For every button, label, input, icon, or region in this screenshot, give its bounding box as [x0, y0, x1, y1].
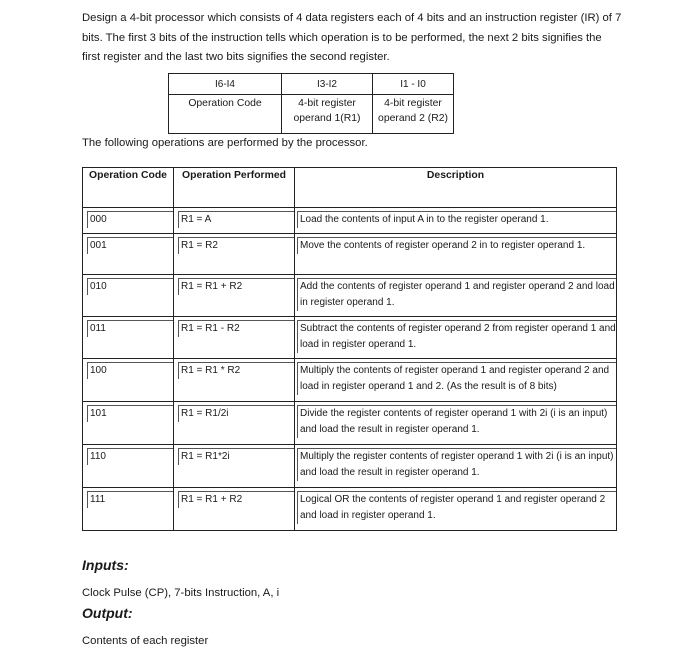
description-cell [295, 488, 617, 531]
description-cell-text: Multiply the contents of register operand 1 and register operand 2 and load in register operand 1 and 2. (As the result is of 8 bits) [297, 362, 616, 395]
operation-code-cell-text: 101 [87, 405, 173, 422]
operation-performed-cell [174, 317, 295, 359]
inputs-text: Clock Pulse (CP), 7-bits Instruction, A, i [82, 587, 280, 599]
table-row [83, 317, 617, 359]
description-cell [295, 317, 617, 359]
table-row [83, 359, 617, 402]
header-operation-code: Operation Code [83, 168, 174, 208]
operation-code-cell-text: 000 [87, 211, 173, 228]
operation-performed-cell-text: R1 = R1 - R2 [178, 320, 294, 337]
operation-code-cell-text: 010 [87, 278, 173, 295]
ir-bits-r2: I1 - I0 [373, 74, 454, 95]
operation-performed-cell-text: R1 = A [178, 211, 294, 228]
operation-code-cell-text: 100 [87, 362, 173, 379]
description-cell-text: Move the contents of register operand 2 in to register operand 1. [297, 237, 616, 254]
description-cell-text: Subtract the contents of register operand 2 from register operand 1 and load in register operand 1. [297, 320, 616, 353]
table-row [83, 234, 617, 275]
table-row [83, 208, 617, 234]
description-cell [295, 234, 617, 275]
description-cell-text: Add the contents of register operand 1 and register operand 2 and load in register operand 1. [297, 278, 616, 311]
operation-code-cell-text: 111 [87, 491, 173, 508]
operation-performed-cell [174, 275, 295, 317]
problem-statement: Design a 4-bit processor which consists of 4 data registers each of 4 bits and an instruction register (IR) of 7 bits. The first 3 bits of the instruction tells which operation is to be performed, the next 2 bits signifies the first register and the last two bits signifies the second register. [82, 12, 622, 63]
operation-performed-cell [174, 234, 295, 275]
operation-performed-cell-text: R1 = R2 [178, 237, 294, 254]
description-cell [295, 359, 617, 402]
operation-performed-cell [174, 208, 295, 234]
ir-label-opcode: Operation Code [169, 95, 282, 134]
ir-label-r2: 4-bit register operand 2 (R2) [373, 95, 454, 134]
table-row [83, 402, 617, 445]
table-row [83, 488, 617, 531]
operation-code-cell-text: 110 [87, 448, 173, 465]
operation-performed-cell [174, 445, 295, 488]
operation-code-cell [83, 208, 174, 234]
operation-performed-cell-text: R1 = R1 + R2 [178, 491, 294, 508]
operation-code-cell [83, 275, 174, 317]
operation-code-cell [83, 488, 174, 531]
instruction-format-table [168, 73, 454, 134]
operation-code-cell [83, 317, 174, 359]
operation-performed-cell [174, 488, 295, 531]
output-heading: Output: [82, 605, 133, 621]
description-cell-text: Divide the register contents of register operand 1 with 2i (i is an input) and load the result in register operand 1. [297, 405, 616, 438]
description-cell [295, 275, 617, 317]
description-cell-text: Load the contents of input A in to the register operand 1. [297, 211, 616, 228]
description-cell-text: Logical OR the contents of register operand 1 and register operand 2 and load in register operand 1. [297, 491, 616, 524]
header-operation-performed: Operation Performed [174, 168, 295, 208]
operations-lead-text: The following operations are performed by the processor. [82, 137, 368, 149]
operations-table-body [83, 208, 617, 531]
description-cell [295, 402, 617, 445]
operation-code-cell [83, 402, 174, 445]
operation-performed-cell-text: R1 = R1 + R2 [178, 278, 294, 295]
operation-code-cell [83, 445, 174, 488]
ir-bits-opcode: I6-I4 [169, 74, 282, 95]
operation-code-cell [83, 234, 174, 275]
ir-label-r1: 4-bit register operand 1(R1) [282, 95, 373, 134]
description-cell [295, 445, 617, 488]
header-description: Description [295, 168, 617, 208]
operation-code-cell [83, 359, 174, 402]
output-text: Contents of each register [82, 635, 209, 647]
description-cell [295, 208, 617, 234]
description-cell-text: Multiply the register contents of register operand 1 with 2i (i is an input) and load the result in register operand 1. [297, 448, 616, 481]
inputs-heading: Inputs: [82, 557, 129, 573]
operation-code-cell-text: 001 [87, 237, 173, 254]
operation-performed-cell [174, 402, 295, 445]
operation-performed-cell-text: R1 = R1*2i [178, 448, 294, 465]
operations-table [82, 167, 617, 531]
operation-performed-cell-text: R1 = R1/2i [178, 405, 294, 422]
operation-performed-cell [174, 359, 295, 402]
operation-code-cell-text: 011 [87, 320, 173, 337]
table-row [83, 445, 617, 488]
ir-bits-r1: I3-I2 [282, 74, 373, 95]
operation-performed-cell-text: R1 = R1 * R2 [178, 362, 294, 379]
table-row [83, 275, 617, 317]
